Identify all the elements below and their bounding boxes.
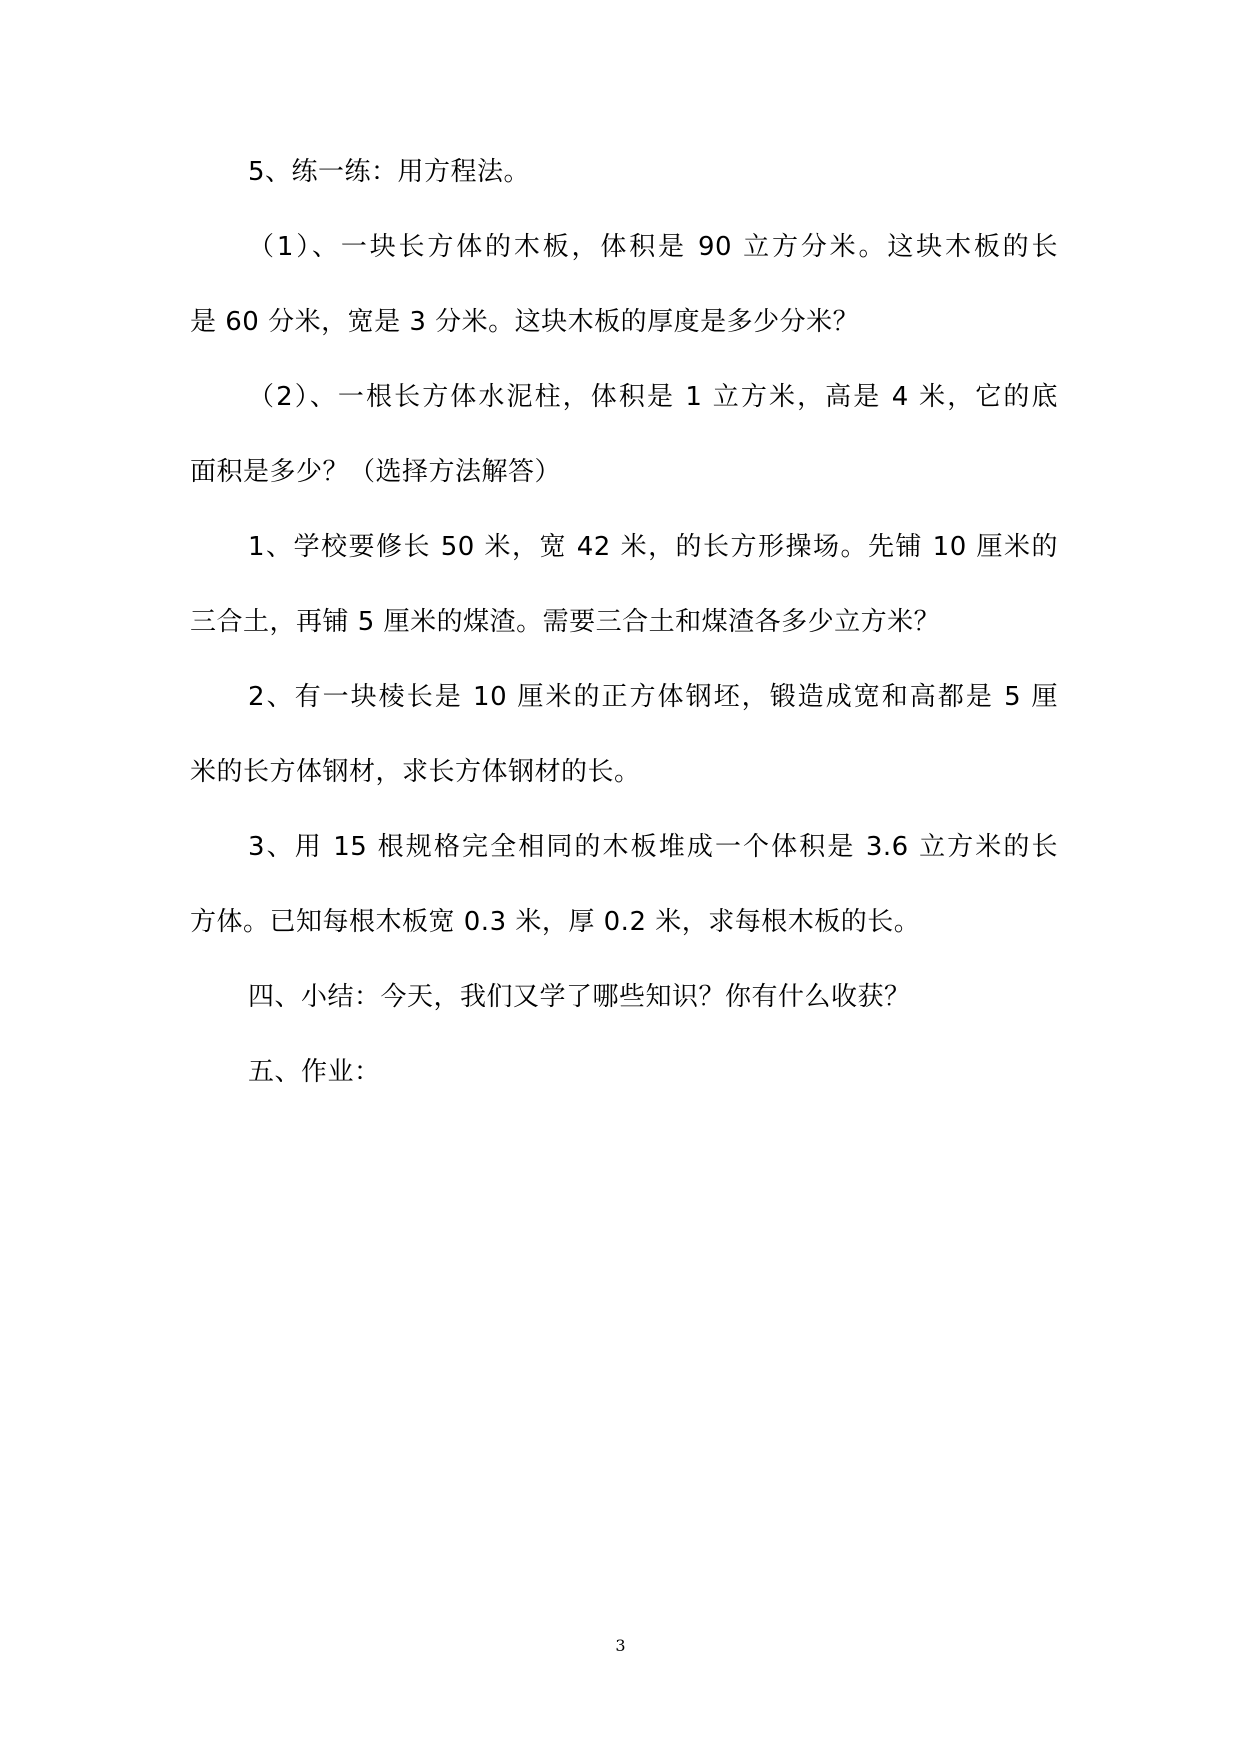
- paragraph-problem-2-line-2: 面积是多少？（选择方法解答）: [190, 457, 562, 487]
- paragraph-exercise-3-line-2: 方体。已知每根木板宽 0.3 米，厚 0.2 米，求每根木板的长。: [190, 907, 921, 937]
- paragraph-homework: 五、作业：: [248, 1057, 381, 1087]
- paragraph-summary: 四、小结：今天，我们又学了哪些知识？你有什么收获？: [248, 982, 911, 1012]
- paragraph-problem-1-line-2: 是 60 分米，宽是 3 分米。这块木板的厚度是多少分米？: [190, 307, 860, 337]
- paragraph-problem-1-line-1: （1）、一块长方体的木板，体积是 90 立方分米。这块木板的长: [248, 232, 1058, 262]
- paragraph-exercise-2-line-2: 米的长方体钢材，求长方体钢材的长。: [190, 757, 641, 787]
- paragraph-exercise-3-line-1: 3、用 15 根规格完全相同的木板堆成一个体积是 3.6 立方米的长: [248, 832, 1058, 862]
- paragraph-exercise-2-line-1: 2、有一块棱长是 10 厘米的正方体钢坯，锻造成宽和高都是 5 厘: [248, 682, 1058, 712]
- paragraph-exercise-1-line-2: 三合土，再铺 5 厘米的煤渣。需要三合土和煤渣各多少立方米？: [190, 607, 941, 637]
- paragraph-practice-heading: 5、练一练：用方程法。: [248, 157, 531, 187]
- paragraph-exercise-1-line-1: 1、学校要修长 50 米，宽 42 米，的长方形操场。先铺 10 厘米的: [248, 532, 1058, 562]
- page-number: 3: [615, 1636, 626, 1655]
- paragraph-problem-2-line-1: （2）、一根长方体水泥柱，体积是 1 立方米，高是 4 米，它的底: [248, 382, 1058, 412]
